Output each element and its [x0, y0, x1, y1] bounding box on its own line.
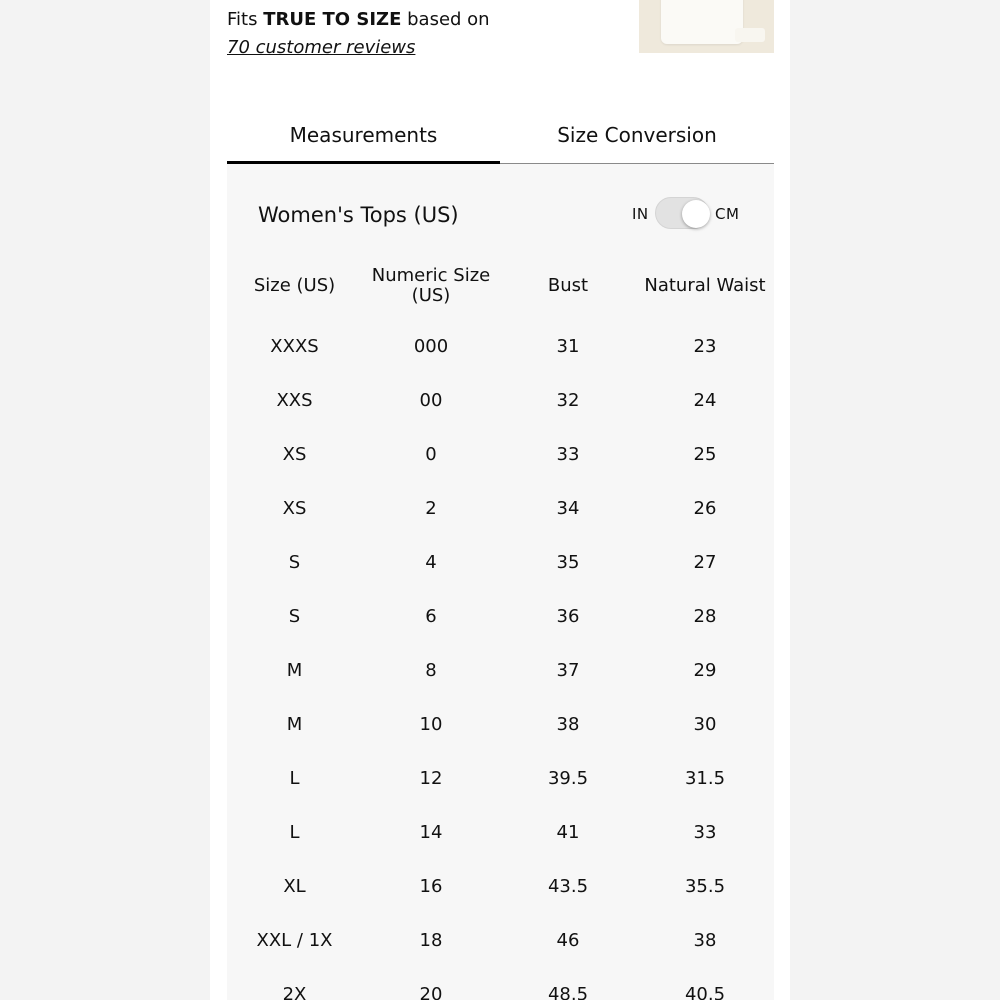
- cell-bust: 38: [556, 714, 580, 735]
- cell-natural-waist: 35.5: [684, 876, 726, 897]
- table-row: [227, 806, 774, 860]
- cell-natural-waist: 26: [693, 498, 717, 519]
- table-row: [227, 860, 774, 914]
- cell-size: XS: [282, 444, 307, 465]
- table-header-row: [227, 252, 774, 320]
- cell-size: M: [286, 660, 303, 681]
- garment-image: [661, 0, 743, 44]
- panel-title: Women's Tops (US): [258, 203, 459, 227]
- cell-numeric-size: 000: [413, 336, 449, 357]
- cell-numeric-size: 14: [419, 822, 443, 843]
- cell-size: XXXS: [270, 336, 319, 357]
- cell-bust: 41: [556, 822, 580, 843]
- cell-natural-waist: 31.5: [684, 768, 726, 789]
- cell-bust: 33: [556, 444, 580, 465]
- cell-size: 2X: [282, 984, 307, 1000]
- cell-size: XXL / 1X: [256, 930, 333, 951]
- table-row: [227, 482, 774, 536]
- cell-numeric-size: 4: [425, 552, 437, 573]
- measurements-panel: [227, 164, 774, 1000]
- cell-natural-waist: 24: [693, 390, 717, 411]
- cell-size: XS: [282, 498, 307, 519]
- table-row: [227, 590, 774, 644]
- header-size-us: Size (US): [253, 275, 336, 296]
- cell-bust: 46: [556, 930, 580, 951]
- header-numeric-size-us: Numeric Size (US): [371, 265, 491, 306]
- cell-numeric-size: 16: [419, 876, 443, 897]
- cell-natural-waist: 40.5: [684, 984, 726, 1000]
- cell-natural-waist: 25: [693, 444, 717, 465]
- cell-size: S: [288, 552, 301, 573]
- table-row: [227, 752, 774, 806]
- cell-numeric-size: 10: [419, 714, 443, 735]
- background-right: [790, 0, 1000, 1000]
- cell-natural-waist: 30: [693, 714, 717, 735]
- background-left: [0, 0, 210, 1000]
- cell-numeric-size: 0: [425, 444, 437, 465]
- cell-numeric-size: 00: [419, 390, 443, 411]
- cell-numeric-size: 2: [425, 498, 437, 519]
- cell-size: S: [288, 606, 301, 627]
- cell-natural-waist: 27: [693, 552, 717, 573]
- cell-natural-waist: 38: [693, 930, 717, 951]
- cell-bust: 48.5: [547, 984, 589, 1000]
- table-row: [227, 320, 774, 374]
- cell-size: XL: [283, 876, 306, 897]
- cell-size: L: [289, 768, 300, 789]
- tab-size-conversion[interactable]: Size Conversion: [557, 123, 717, 147]
- fit-prefix: Fits: [227, 9, 264, 30]
- cell-natural-waist: 28: [693, 606, 717, 627]
- table-row: [227, 968, 774, 1000]
- cell-bust: 43.5: [547, 876, 589, 897]
- cell-bust: 36: [556, 606, 580, 627]
- product-thumbnail: [639, 0, 774, 53]
- cell-bust: 32: [556, 390, 580, 411]
- table-row: [227, 914, 774, 968]
- cell-bust: 34: [556, 498, 580, 519]
- cell-numeric-size: 20: [419, 984, 443, 1000]
- table-row: [227, 536, 774, 590]
- cell-natural-waist: 23: [693, 336, 717, 357]
- unit-toggle[interactable]: [631, 197, 766, 231]
- table-row: [227, 428, 774, 482]
- cell-bust: 35: [556, 552, 580, 573]
- cell-bust: 31: [556, 336, 580, 357]
- cell-numeric-size: 12: [419, 768, 443, 789]
- cell-numeric-size: 8: [425, 660, 437, 681]
- tab-measurements[interactable]: Measurements: [227, 105, 500, 163]
- cell-size: L: [289, 822, 300, 843]
- table-row: [227, 698, 774, 752]
- cell-numeric-size: 18: [419, 930, 443, 951]
- unit-switch[interactable]: [655, 197, 709, 229]
- size-table: [227, 252, 774, 1000]
- cell-natural-waist: 29: [693, 660, 717, 681]
- garment-sleeve-image: [735, 28, 765, 42]
- unit-in-label[interactable]: IN: [632, 205, 649, 223]
- customer-reviews-link[interactable]: 70 customer reviews: [227, 37, 416, 58]
- cell-size: M: [286, 714, 303, 735]
- table-row: [227, 644, 774, 698]
- cell-bust: 37: [556, 660, 580, 681]
- unit-switch-knob[interactable]: [682, 200, 710, 228]
- fit-suffix: based on: [401, 9, 490, 30]
- fit-summary: [227, 8, 490, 32]
- size-guide-tabs: [227, 105, 774, 164]
- cell-size: XXS: [276, 390, 313, 411]
- table-row: [227, 374, 774, 428]
- cell-bust: 39.5: [547, 768, 589, 789]
- fit-emphasis: TRUE TO SIZE: [263, 9, 402, 30]
- header-natural-waist: Natural Waist: [644, 275, 766, 296]
- size-guide-page: [210, 0, 790, 1000]
- cell-natural-waist: 33: [693, 822, 717, 843]
- cell-numeric-size: 6: [425, 606, 437, 627]
- unit-cm-label[interactable]: CM: [715, 205, 740, 223]
- header-bust: Bust: [547, 275, 589, 296]
